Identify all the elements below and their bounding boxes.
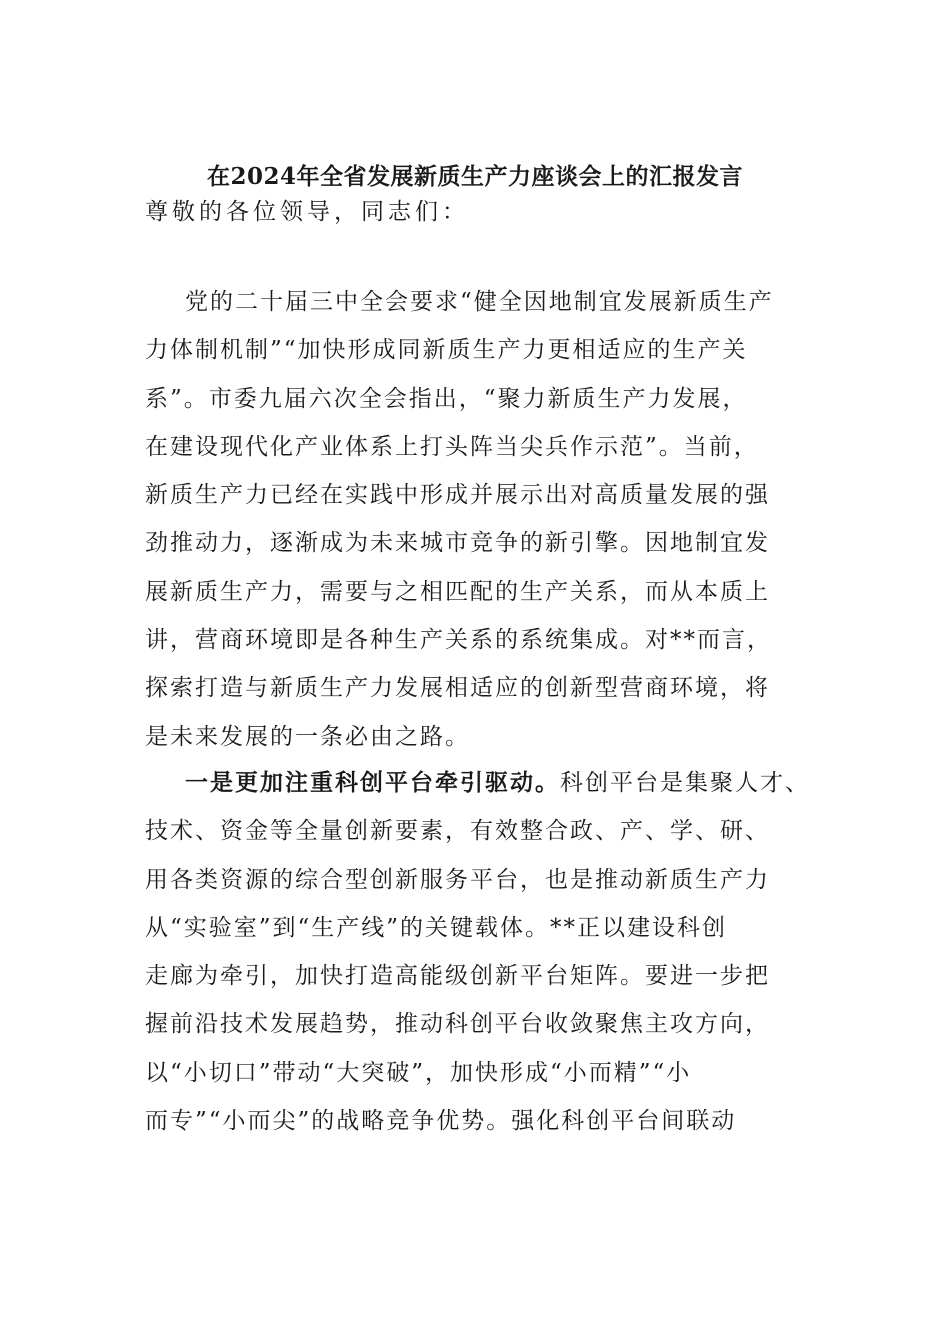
paragraph-line: 握前沿技术发展趋势，推动科创平台收敛聚焦主攻方向，	[145, 1011, 770, 1038]
paragraph-line: 党的二十届三中全会要求“健全因地制宜发展新质生产	[185, 289, 774, 315]
section-heading: 一是更加注重科创平台牵引驱动。	[185, 769, 560, 796]
paragraph-line: 展新质生产力，需要与之相匹配的生产关系，而从本质上	[145, 578, 770, 605]
paragraph-text: 科创平台是集聚人才、	[560, 770, 810, 796]
paragraph-line: 用各类资源的综合型创新服务平台，也是推动新质生产力	[145, 866, 770, 893]
paragraph-line: 以“小切口”带动“大突破”，加快形成“小而精”“小	[145, 1059, 692, 1086]
paragraph-line: 从“实验室”到“生产线”的关键载体。**正以建设科创	[145, 914, 728, 941]
paragraph-line: 在建设现代化产业体系上打头阵当尖兵作示范”。当前，	[145, 433, 759, 460]
paragraph-line: 技术、资金等全量创新要素，有效整合政、产、学、研、	[145, 818, 770, 845]
paragraph-line: 讲，营商环境即是各种生产关系的系统集成。对**而言，	[145, 627, 772, 654]
paragraph-intro	[145, 278, 813, 761]
paragraph-line: 探索打造与新质生产力发展相适应的创新型营商环境，将	[145, 675, 770, 702]
document-title: 在2024年全省发展新质生产力座谈会上的汇报发言	[206, 163, 743, 190]
paragraph-first-line	[145, 759, 813, 807]
paragraph-line: 走廊为牵引，加快打造高能级创新平台矩阵。要进一步把	[145, 963, 770, 990]
paragraph-line: 力体制机制”“加快形成同新质生产力更相适应的生产关	[145, 337, 748, 364]
paragraph-line: 而专”“小而尖”的战略竞争优势。强化科创平台间联动	[145, 1108, 737, 1135]
salutation: 尊敬的各位领导，同志们：	[145, 199, 469, 225]
paragraph-section-one	[145, 759, 813, 1145]
paragraph-line: 是未来发展的一条必由之路。	[145, 723, 470, 750]
paragraph-line: 新质生产力已经在实践中形成并展示出对高质量发展的强	[145, 482, 770, 509]
paragraph-line: 系”。市委九届六次全会指出，“聚力新质生产力发展，	[145, 385, 748, 412]
paragraph-line: 劲推动力，逐渐成为未来城市竞争的新引擎。因地制宜发	[145, 530, 770, 557]
